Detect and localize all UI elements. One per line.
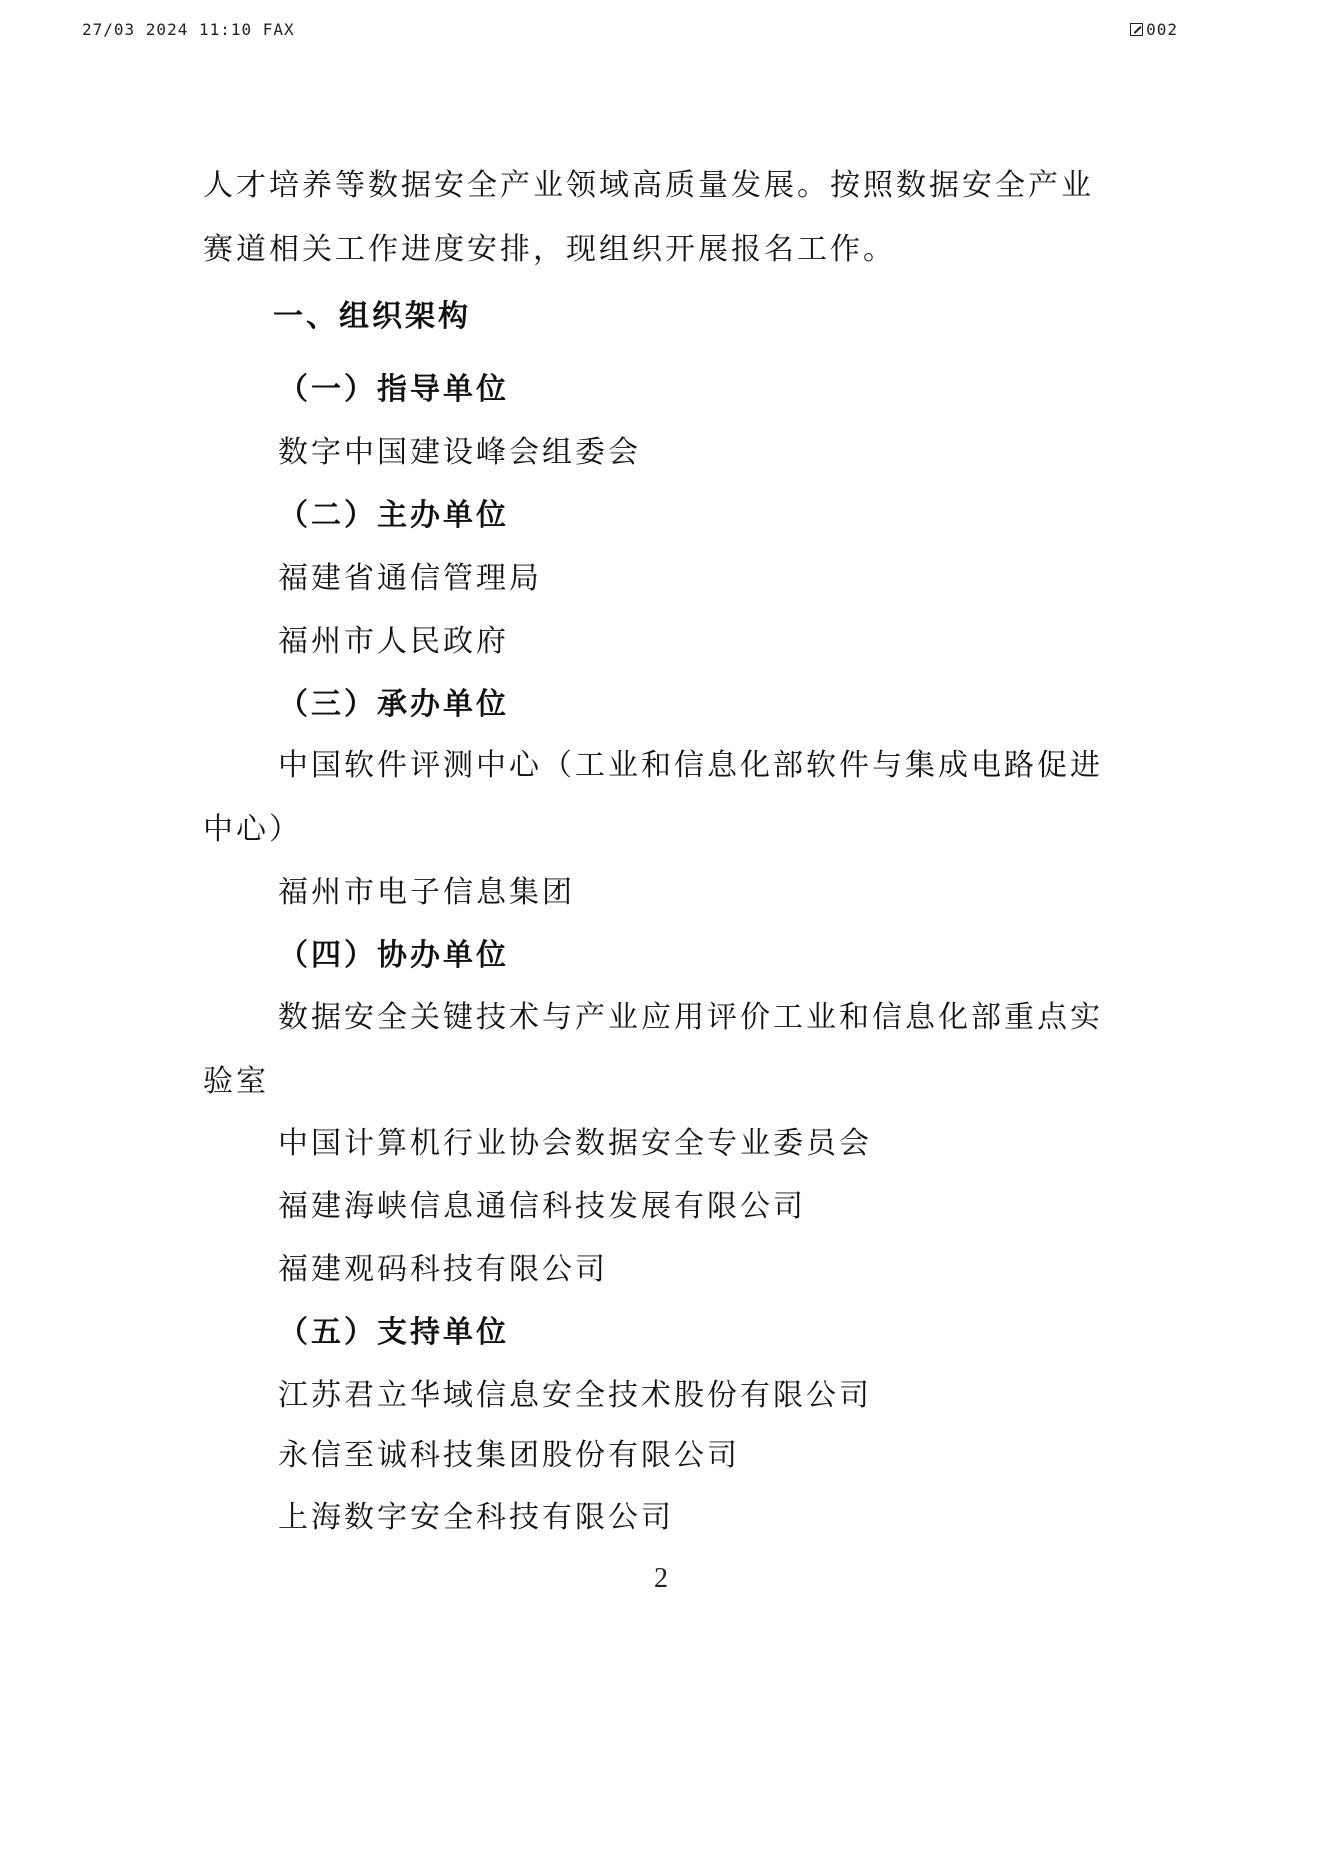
intro-line-2: 赛道相关工作进度安排，现组织开展报名工作。 <box>203 232 896 267</box>
organizer-unit-1-line-1: 中国软件评测中心（工业和信息化部软件与集成电路促进 <box>278 748 1103 783</box>
fax-header <box>82 20 1178 44</box>
host-unit-1: 福建省通信管理局 <box>278 561 542 596</box>
subsection-title-support: （五）支持单位 <box>278 1315 509 1350</box>
subsection-title-host: （二）主办单位 <box>278 498 509 533</box>
co-organizer-unit-1-line-1: 数据安全关键技术与产业应用评价工业和信息化部重点实 <box>278 1000 1103 1035</box>
guide-unit: 数字中国建设峰会组委会 <box>278 435 641 470</box>
organizer-unit-2: 福州市电子信息集团 <box>278 875 575 910</box>
intro-line-1: 人才培养等数据安全产业领域高质量发展。按照数据安全产业 <box>203 168 1094 203</box>
section-title-organization: 一、组织架构 <box>273 299 471 334</box>
page-number: 2 <box>654 1563 668 1594</box>
support-unit-2: 永信至诚科技集团股份有限公司 <box>278 1438 740 1473</box>
subsection-title-co-organizer: （四）协办单位 <box>278 938 509 973</box>
co-organizer-unit-1-line-2: 验室 <box>203 1064 269 1099</box>
host-unit-2: 福州市人民政府 <box>278 624 509 659</box>
co-organizer-unit-2: 中国计算机行业协会数据安全专业委员会 <box>278 1126 872 1161</box>
co-organizer-unit-4: 福建观码科技有限公司 <box>278 1252 608 1287</box>
fax-page-code <box>1130 20 1178 39</box>
fax-page-icon <box>1130 23 1143 36</box>
co-organizer-unit-3: 福建海峡信息通信科技发展有限公司 <box>278 1189 806 1224</box>
subsection-title-guide: （一）指导单位 <box>278 372 509 407</box>
support-unit-3: 上海数字安全科技有限公司 <box>278 1500 674 1535</box>
fax-page-code-text: 002 <box>1146 20 1178 39</box>
support-unit-1: 江苏君立华域信息安全技术股份有限公司 <box>278 1378 872 1413</box>
subsection-title-organizer: （三）承办单位 <box>278 687 509 722</box>
organizer-unit-1-line-2: 中心） <box>203 812 302 847</box>
fax-timestamp: 27/03 2024 11:10 FAX <box>82 20 295 39</box>
